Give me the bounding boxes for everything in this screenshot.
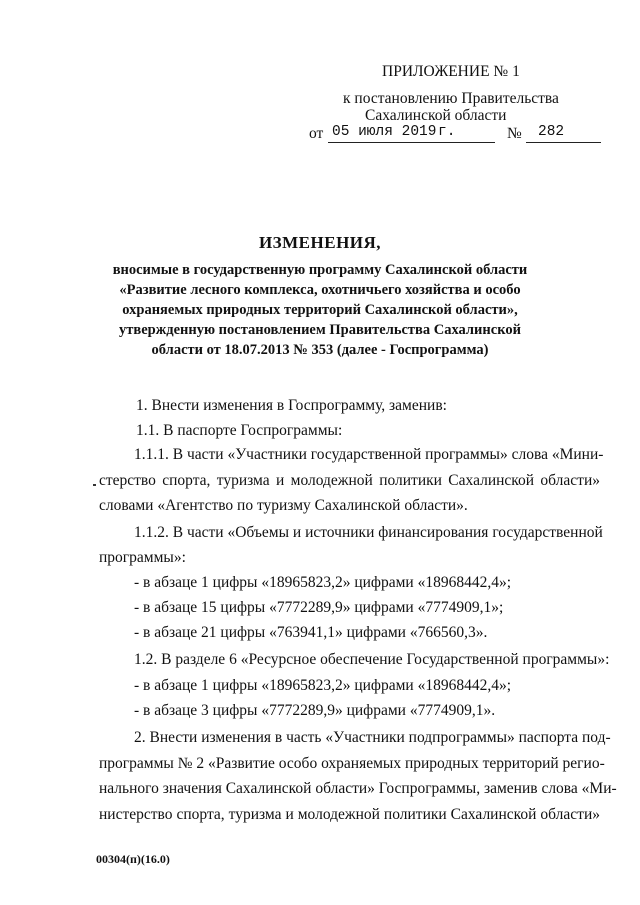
number-underline [526, 142, 601, 143]
title-line-2: «Развитие лесного комплекса, охотничьего хозяйства и особо [119, 282, 521, 298]
paragraph-1-1-1-line-1: 1.1.1. В части «Участники государственной программы» слова «Мини- [134, 446, 604, 463]
paragraph-1: 1. Внести изменения в Госпрограмму, заменив: [136, 397, 447, 414]
paragraph-1-1-1-line-3: словами «Агентство по туризму Сахалинской области». [99, 497, 468, 514]
list-item-section6-abzac-3: - в абзаце 3 цифры «7772289,9» цифрами «7774909,1». [134, 702, 496, 719]
date-underline [328, 142, 495, 143]
paragraph-2-line-4: нистерство спорта, туризма и молодежной политики Сахалинской области» [99, 806, 600, 823]
list-item-abzac-1: - в абзаце 1 цифры «18965823,2» цифрами «18968442,4»; [134, 574, 512, 591]
number-label: № [507, 125, 522, 142]
resolution-label: к постановлению Правительства [343, 90, 559, 107]
paragraph-2-line-3: нального значения Сахалинской области» Госпрограммы, заменив слова «Ми- [99, 780, 617, 797]
date-prefix: от [309, 125, 324, 142]
appendix-label: ПРИЛОЖЕНИЕ № 1 [382, 63, 520, 80]
date-value: 05 июля 2019 [332, 124, 437, 140]
paragraph-1-2: 1.2. В разделе 6 «Ресурсное обеспечение Государственной программы»: [134, 651, 610, 668]
document-title: ИЗМЕНЕНИЯ, [258, 233, 382, 252]
paragraph-1-1-2-line-1: 1.1.2. В части «Объемы и источники финансирования государственной [134, 524, 603, 541]
date-suffix: г. [438, 124, 456, 140]
title-line-4: утвержденную постановлением Правительства Сахалинской [119, 322, 521, 338]
list-item-section6-abzac-1: - в абзаце 1 цифры «18965823,2» цифрами «18968442,4»; [134, 677, 512, 694]
scan-speck [93, 484, 96, 486]
list-item-abzac-15: - в абзаце 15 цифры «7772289,9» цифрами «7774909,1»; [134, 599, 504, 616]
paragraph-1-1: 1.1. В паспорте Госпрограммы: [136, 422, 343, 439]
title-line-5: области от 18.07.2013 № 353 (далее - Госпрограмма) [151, 342, 489, 358]
title-line-1: вносимые в государственную программу Сахалинской области [112, 262, 528, 278]
document-code: 00304(п)(16.0) [96, 852, 170, 866]
number-value: 282 [538, 124, 565, 140]
paragraph-1-1-1-line-2: стерство спорта, туризма и молодежной политики Сахалинской области» [99, 472, 600, 489]
region-label: Сахалинской области [365, 107, 507, 124]
title-line-3: охраняемых природных территорий Сахалинской области», [122, 302, 518, 318]
list-item-abzac-21: - в абзаце 21 цифры «763941,1» цифрами «766560,3». [134, 624, 488, 641]
paragraph-2-line-2: программы № 2 «Развитие особо охраняемых природных территорий регио- [99, 755, 605, 772]
paragraph-2-line-1: 2. Внести изменения в часть «Участники подпрограммы» паспорта под- [134, 729, 611, 746]
paragraph-1-1-2-line-2: программы»: [99, 549, 186, 566]
